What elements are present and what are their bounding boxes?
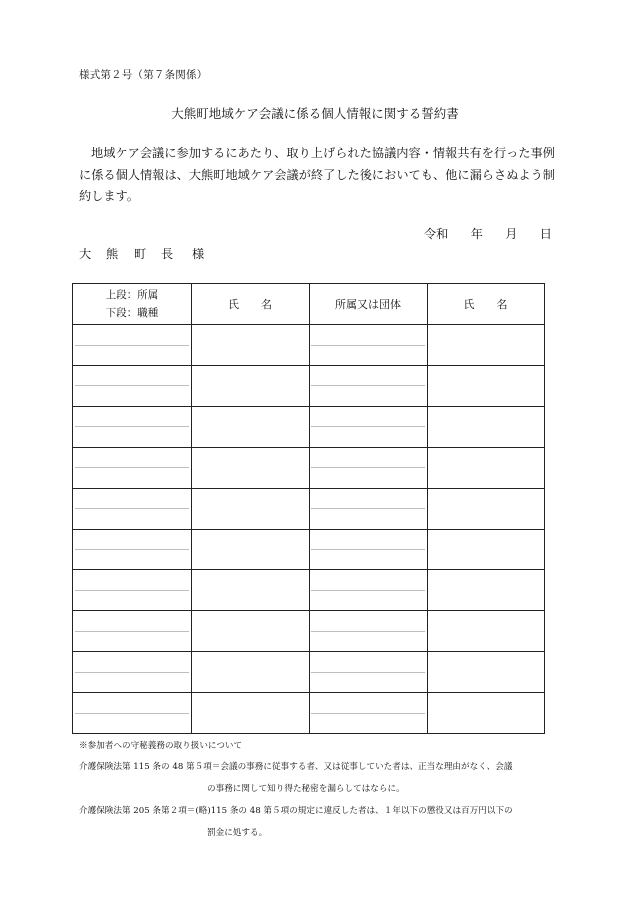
table-entry-cell[interactable] [427, 692, 544, 733]
table-entry-cell[interactable] [309, 692, 427, 733]
table-entry-cell[interactable] [309, 365, 427, 406]
table-entry-cell[interactable] [73, 651, 191, 692]
table-entry-cell[interactable] [309, 529, 427, 570]
table-entry-cell[interactable] [427, 406, 544, 447]
form-number: 様式第２号（第７条関係） [79, 69, 208, 81]
header-affiliation-group: 所属又は団体 [335, 298, 401, 311]
table-entry-cell[interactable] [309, 610, 427, 651]
table-entry-cell[interactable] [191, 447, 309, 488]
addressee-char: 大 [79, 247, 92, 261]
note-1-line-1: 介護保険法第 115 条の 48 第５項＝会議の事務に従事する者、又は従事していた者は、正当な理由がなく、会議 [79, 762, 513, 772]
document-title: 大熊町地域ケア会議に係る個人情報に関する誓約書 [171, 106, 459, 121]
date-day: 日 [539, 227, 552, 241]
table-entry-cell[interactable] [191, 692, 309, 733]
header-top-row-label: 上段：所属 [105, 289, 159, 301]
header-bottom-row-label: 下段：職種 [105, 307, 159, 319]
note-2-line-1: 介護保険法第 205 条第２項＝(略)115 条の 48 第５項の規定に違反した者は、１年以下の懲役又は百万円以下の [79, 806, 513, 816]
table-entry-cell[interactable] [191, 651, 309, 692]
table-entry-cell[interactable] [191, 488, 309, 529]
table-entry-cell[interactable] [191, 324, 309, 365]
table-entry-cell[interactable] [309, 651, 427, 692]
date-era: 令和 [424, 227, 449, 241]
table-entry-cell[interactable] [427, 610, 544, 651]
table-entry-cell[interactable] [427, 365, 544, 406]
addressee-char: 様 [192, 247, 205, 261]
table-entry-cell[interactable] [427, 529, 544, 570]
note-1-line-2: の事務に関して知り得た秘密を漏らしてはならに。 [207, 784, 405, 794]
table-entry-cell[interactable] [427, 324, 544, 365]
table-entry-cell[interactable] [73, 488, 191, 529]
table-entry-cell[interactable] [73, 692, 191, 733]
table-entry-cell[interactable] [73, 365, 191, 406]
date-year: 年 [470, 227, 483, 241]
table-entry-cell[interactable] [427, 488, 544, 529]
table-entry-cell[interactable] [191, 365, 309, 406]
notes-heading: ※参加者への守秘義務の取り扱いについて [79, 741, 243, 751]
table-entry-cell[interactable] [73, 406, 191, 447]
table-entry-cell[interactable] [427, 651, 544, 692]
addressee-char: 町 [134, 247, 147, 261]
pledge-body-text: 地域ケア会議に参加するにあたり、取り上げられた協議内容・情報共有を行った事例に係る個人情報は、大熊町地域ケア会議が終了した後においても、他に漏らさぬよう制約します。 [79, 146, 555, 203]
participant-signature-table [72, 283, 545, 734]
header-name-2: 氏 名 [463, 298, 508, 311]
addressee-char: 熊 [106, 247, 119, 261]
addressee-char: 長 [161, 247, 174, 261]
table-entry-cell[interactable] [309, 447, 427, 488]
table-entry-cell[interactable] [73, 529, 191, 570]
table-entry-cell[interactable] [427, 447, 544, 488]
table-entry-cell[interactable] [73, 610, 191, 651]
table-entry-cell[interactable] [191, 529, 309, 570]
header-affiliation-occupation [73, 284, 191, 324]
confidentiality-notes [79, 740, 569, 840]
table-entry-cell[interactable] [73, 569, 191, 610]
table-entry-cell[interactable] [427, 569, 544, 610]
table-entry-cell[interactable] [191, 406, 309, 447]
note-2-line-2: 罰金に処する。 [207, 828, 268, 838]
table-entry-cell[interactable] [73, 447, 191, 488]
date-month: 月 [505, 227, 518, 241]
table-entry-cell[interactable] [191, 569, 309, 610]
addressee [79, 245, 204, 262]
table-entry-cell[interactable] [309, 406, 427, 447]
table-entry-cell[interactable] [309, 569, 427, 610]
header-name: 氏 名 [228, 298, 272, 311]
table-entry-cell[interactable] [309, 488, 427, 529]
table-entry-cell[interactable] [73, 324, 191, 365]
table-entry-cell[interactable] [191, 610, 309, 651]
date-line [424, 225, 552, 242]
table-entry-cell[interactable] [309, 324, 427, 365]
